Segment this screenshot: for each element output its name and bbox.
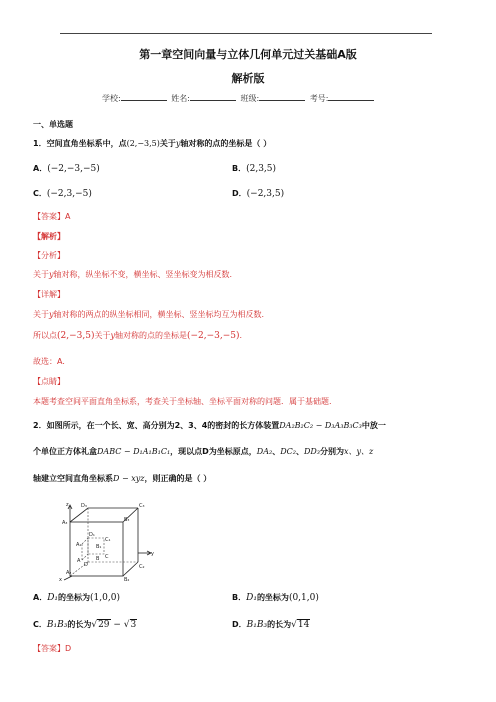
- label-z: z: [66, 502, 69, 508]
- q1-stem-text: 关于: [159, 139, 176, 148]
- name-field[interactable]: [190, 92, 236, 101]
- option-label: B．: [232, 164, 247, 173]
- label-D: D: [84, 562, 88, 568]
- text: 所以点: [33, 331, 57, 340]
- name-label: 姓名:: [171, 94, 190, 103]
- option-symbol: B₁B₃: [46, 620, 68, 630]
- label-D1: D₁: [89, 532, 95, 538]
- text: 中放一: [361, 421, 386, 430]
- q1-xiangjie-text: [33, 309, 264, 320]
- radicand: 29: [98, 620, 110, 630]
- header-rule: [60, 33, 432, 34]
- option-symbol: B₁B₃: [246, 620, 268, 630]
- section-title: 一、单选题: [33, 120, 73, 129]
- option-text: 的长为: [67, 620, 92, 629]
- q1-stem-text: 1．空间直角坐标系中，点: [33, 139, 127, 148]
- label-C3: C₃: [139, 503, 145, 509]
- label-B: B: [96, 556, 100, 562]
- result: (−2,−3,−5): [187, 331, 240, 341]
- school-label: 学校:: [102, 94, 121, 103]
- text: .: [239, 331, 243, 340]
- option-label: C．: [33, 620, 47, 629]
- option-value: (−2,−3,−5): [47, 164, 100, 174]
- option-symbol: D₁: [47, 593, 59, 603]
- label-D3: D₃: [81, 503, 87, 509]
- cuboid-figure: [58, 500, 158, 582]
- option-value: (−2,3,5): [246, 189, 285, 199]
- q1-choose: 故选：A.: [33, 357, 65, 366]
- text: 2．如图所示，在一个长、宽、高分别为2、3、4的密封的长方体装置: [33, 421, 280, 430]
- box-symbol: DA₂B₂C₂ − D₃A₃B₃C₃: [279, 421, 362, 430]
- q2-answer: 【答案】D: [33, 644, 72, 653]
- option-label: B．: [232, 593, 247, 602]
- q2-option-c[interactable]: [33, 619, 137, 630]
- option-label: D．: [232, 189, 247, 198]
- radicand: 3: [130, 620, 137, 630]
- option-text: 的坐标为: [58, 593, 91, 602]
- text: ，则正确的是（ ）: [144, 474, 212, 483]
- document-title: 第一章空间向量与立体几何单元过关基础A版: [139, 48, 357, 61]
- radicand: 14: [297, 620, 310, 630]
- cuboid-edge: [123, 562, 138, 576]
- label-A2: A₂: [66, 570, 72, 576]
- point: (2,−3,5): [57, 331, 95, 341]
- unit-cube-edge: [82, 554, 88, 560]
- coord-symbol: D − xyz: [113, 474, 145, 483]
- axis-symbol: y: [110, 331, 115, 340]
- axis-symbol: DD₃: [303, 447, 320, 456]
- unit-cube-edge: [82, 538, 88, 544]
- q1-stem: [33, 138, 271, 149]
- text: ，现以点D为坐标原点，: [170, 447, 257, 456]
- info-line: [102, 92, 376, 104]
- text: 关于: [33, 310, 49, 319]
- option-symbol: D₁: [246, 593, 257, 603]
- var-symbols: x、y、z: [344, 447, 374, 456]
- text: 个单位正方体礼盒: [33, 447, 97, 456]
- class-label: 班级:: [240, 94, 260, 103]
- text: 轴对称的两点的纵坐标相同，横坐标、竖坐标均互为相反数.: [53, 310, 265, 319]
- q2-option-b[interactable]: [232, 592, 319, 603]
- option-label: D．: [232, 620, 247, 629]
- q1-option-d[interactable]: [232, 188, 284, 199]
- q2-option-d[interactable]: [232, 619, 310, 630]
- option-value: √29 − √3: [91, 620, 137, 630]
- label-B3: B₃: [124, 517, 130, 523]
- x-axis-line: [64, 576, 72, 580]
- q1-conclusion: [33, 330, 242, 341]
- q1-stem-text: 轴对称的点的坐标是（ ）: [180, 139, 272, 148]
- q1-option-a[interactable]: [33, 163, 100, 174]
- q1-analysis-heading: 【解析】: [33, 232, 65, 241]
- label-B1: B₁: [96, 544, 102, 550]
- id-label: 考号:: [309, 94, 329, 103]
- label-C: C: [105, 554, 109, 560]
- label-x: x: [59, 577, 62, 582]
- q1-dianjing-text: 本题考查空间平面直角坐标系，考查关于坐标轴、坐标平面对称的问题．属于基础题.: [33, 397, 332, 406]
- label-C2: C₂: [139, 564, 145, 570]
- text: 轴对称，纵坐标不变，横坐标、竖坐标变为相反数.: [53, 270, 233, 279]
- q1-dianjing-heading: 【点睛】: [33, 377, 65, 386]
- option-value: (2,3,5): [246, 164, 277, 174]
- axis-symbol: y: [49, 270, 54, 279]
- q2-stem-line1: [33, 420, 386, 431]
- option-label: A．: [33, 593, 48, 602]
- id-field[interactable]: [328, 92, 374, 101]
- q2-stem-line3: [33, 473, 211, 484]
- label-A3: A₃: [62, 520, 68, 526]
- q1-fenxi-heading: 【分析】: [33, 251, 65, 260]
- option-label: C．: [33, 189, 47, 198]
- q2-stem-line2: 个单位正方体礼盒DABC − D₁A₁B₁C₁，现以点D为坐标原点，DA₂、DC₂、DD₃分别为x、y、z: [33, 447, 374, 456]
- label-B2: B₂: [124, 577, 130, 582]
- school-field[interactable]: [121, 92, 167, 101]
- q1-answer: 【答案】A: [33, 212, 71, 221]
- text: 轴建立空间直角坐标系: [33, 474, 113, 483]
- option-value: (−2,3,−5): [46, 189, 92, 199]
- option-text: 的长为: [267, 620, 292, 629]
- label-A1: A₁: [76, 542, 82, 548]
- label-C1: C₁: [105, 537, 111, 543]
- label-A: A: [77, 558, 81, 564]
- q2-option-a[interactable]: [33, 592, 120, 603]
- q1-axis: y: [175, 139, 181, 148]
- text: 关于: [94, 331, 111, 340]
- option-value: (1,0,0): [90, 593, 120, 603]
- box-symbol: DABC − D₁A₁B₁C₁: [97, 447, 171, 456]
- q1-option-b[interactable]: [232, 163, 276, 174]
- minus: −: [110, 620, 124, 630]
- q1-option-c[interactable]: [33, 188, 92, 199]
- axis-symbol: y: [49, 310, 54, 319]
- q1-xiangjie-heading: 【详解】: [33, 290, 65, 299]
- q1-fenxi-text: [33, 269, 232, 280]
- text: 轴对称的点的坐标是: [115, 331, 187, 340]
- class-field[interactable]: [259, 92, 305, 101]
- axis-symbol: DC₂: [280, 447, 296, 456]
- text: 分别为: [320, 447, 344, 456]
- label-y: y: [151, 551, 154, 557]
- axis-symbol: DA₂: [256, 447, 273, 456]
- option-text: 的坐标为: [256, 593, 289, 602]
- option-value: (0,1,0): [288, 593, 319, 603]
- text: 关于: [33, 270, 49, 279]
- q1-point: (2,−3,5): [126, 139, 160, 148]
- option-value: √14: [291, 620, 310, 630]
- option-label: A．: [33, 164, 48, 173]
- document-subtitle: 解析版: [231, 72, 265, 85]
- cuboid-edge: [70, 508, 88, 522]
